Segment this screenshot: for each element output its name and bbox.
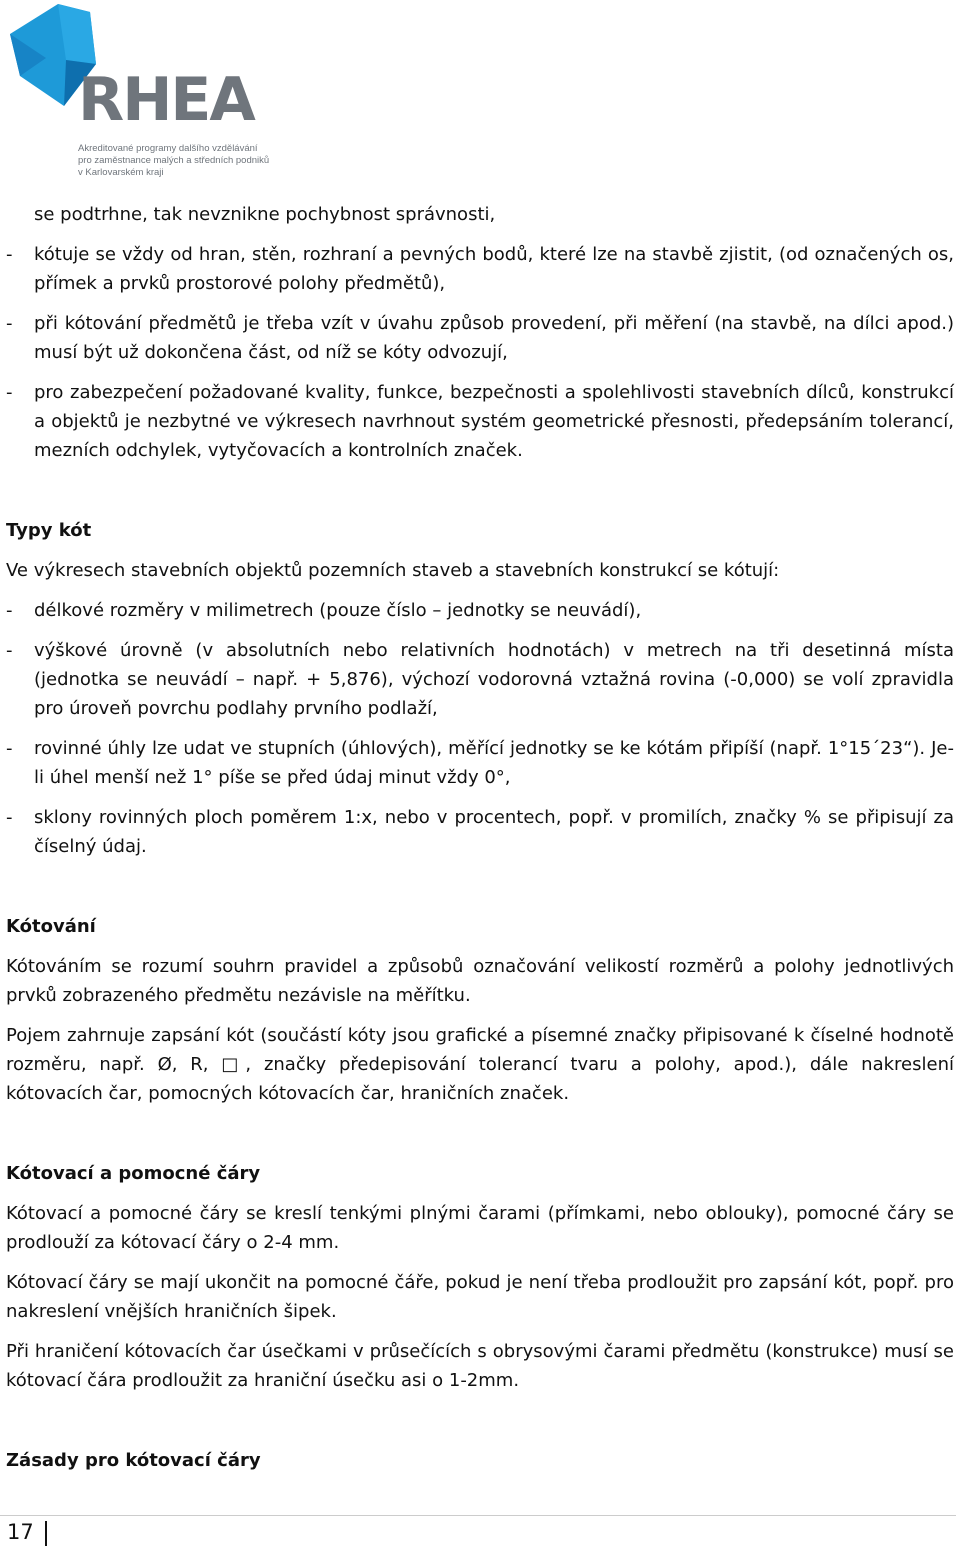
list-item: [6, 596, 954, 625]
logo-subtitle-line: pro zaměstnance malých a středních podniků: [78, 155, 270, 166]
section-heading-kotovaci-cary: Kótovací a pomocné čáry: [6, 1163, 261, 1184]
section-heading-typy-kot: Typy kót: [6, 520, 92, 541]
list-dash: -: [6, 807, 13, 828]
paragraph-text: Při hraničení kótovacích čar úsečkami v průsečících s obrysovými čarami předmětu (konstrukce) musí se kótovací čára prodloužit za hraniční úsečku asi o 1-2mm.: [6, 1341, 954, 1391]
list-item-text: při kótování předmětů je třeba vzít v úvahu způsob provedení, při měření (na stavbě, na dílci apod.) musí být už dokončena část, od níž se kóty odvozují,: [34, 313, 954, 363]
footer-divider: [0, 1515, 956, 1516]
page-footer: [0, 1515, 960, 1549]
list-item: [34, 200, 954, 229]
list-item-text: délkové rozměry v milimetrech (pouze číslo – jednotky se neuvádí),: [34, 600, 642, 621]
document-body: [6, 200, 954, 1486]
paragraph-text: Pojem zahrnuje zapsání kót (součástí kóty jsou grafické a písemné značky připisované k číselné hodnotě rozměru, např. Ø, R, □, značky předepisování tolerancí tvaru a polohy, apod.), dále nakreslení kótovacích čar, pomocných kótovacích čar, hraničních značek.: [6, 1025, 954, 1104]
list-item: [6, 734, 954, 792]
list-item: [6, 636, 954, 723]
list-dash: -: [6, 738, 13, 759]
rhea-logo: [6, 2, 270, 182]
paragraph-text: Kótovací čáry se mají ukončit na pomocné čáře, pokud je není třeba prodloužit pro zapsání kót, popř. pro nakreslení vnějších hraničních šipek.: [6, 1272, 954, 1322]
paragraph-text: se podtrhne, tak nevznikne pochybnost správnosti,: [34, 204, 496, 225]
list-dash: -: [6, 640, 13, 661]
section-heading-zasady: Zásady pro kótovací čáry: [6, 1450, 261, 1471]
list-item-text: sklony rovinných ploch poměrem 1:x, nebo v procentech, popř. v promilích, značky % se připisují za číselný údaj.: [34, 807, 954, 857]
logo-subtitle: [78, 143, 278, 179]
list-item-text: kótuje se vždy od hran, stěn, rozhraní a pevných bodů, které lze na stavbě zjistit, (od označených os, přímek a prvků prostorové polohy předmětů),: [34, 244, 954, 294]
section-heading-kotovani: Kótování: [6, 916, 96, 937]
list-item-text: rovinné úhly lze udat ve stupních (úhlových), měřící jednotky se ke kótám připíší (např. 1°15´23“). Je-li úhel menší než 1° píše se před údaj minut vždy 0°,: [34, 738, 954, 788]
list-item: [6, 240, 954, 298]
list-dash: -: [6, 313, 13, 334]
list-item: [6, 378, 954, 465]
page-number: 17: [7, 1520, 34, 1544]
logo-subtitle-line: Akreditované programy dalšího vzdělávání: [78, 143, 258, 154]
logo-wordmark: RHEA: [78, 65, 254, 135]
list-item-text: výškové úrovně (v absolutních nebo relativních hodnotách) v metrech na tři desetinná místa (jednotka se neuvádí – např. + 5,876), výchozí vodorovná vztažná rovina (-0,000) se volí zpravidla pro úroveň povrchu podlahy prvního podlaží,: [34, 640, 954, 719]
paragraph-text: Ve výkresech stavebních objektů pozemních staveb a stavebních konstrukcí se kótují:: [6, 560, 780, 581]
list-item: [6, 309, 954, 367]
list-dash: -: [6, 244, 13, 265]
list-item: [6, 803, 954, 861]
logo-subtitle-line: v Karlovarském kraji: [78, 167, 164, 178]
paragraph-text: Kótováním se rozumí souhrn pravidel a způsobů označování velikostí rozměrů a polohy jednotlivých prvků zobrazeného předmětu nezávisle na měřítku.: [6, 956, 954, 1006]
list-item-text: pro zabezpečení požadované kvality, funkce, bezpečnosti a spolehlivosti stavebních dílců, konstrukcí a objektů je nezbytné ve výkresech navrhnout systém geometrické přesnosti, předepsáním tolerancí, mezních odchylek, vytyčovacích a kontrolních značek.: [34, 382, 954, 461]
list-dash: -: [6, 600, 13, 621]
page-number-separator: [45, 1521, 47, 1546]
list-dash: -: [6, 382, 13, 403]
paragraph-text: Kótovací a pomocné čáry se kreslí tenkými plnými čarami (přímkami, nebo oblouky), pomocné čáry se prodlouží za kótovací čáry o 2-4 mm.: [6, 1203, 954, 1253]
